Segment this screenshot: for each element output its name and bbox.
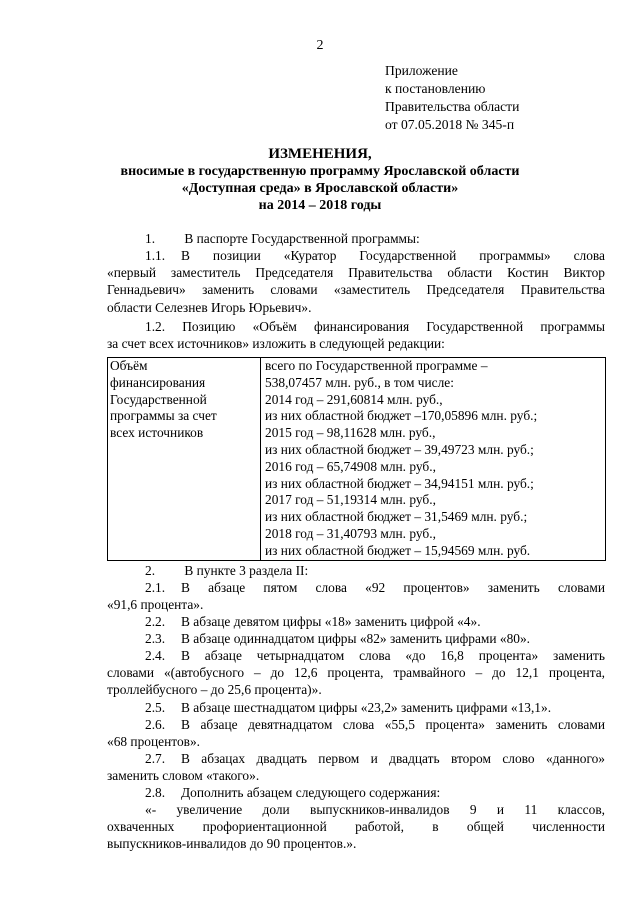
quoted-paragraph xyxy=(107,801,605,853)
label-line: Государственной xyxy=(110,391,207,407)
item-2-1 xyxy=(107,579,605,613)
value-line: из них областной бюджет –170,05896 млн. руб.; xyxy=(265,408,538,424)
item-number: 2.1. xyxy=(145,580,166,595)
label-line: финансирования xyxy=(110,374,206,390)
item-2-4 xyxy=(107,647,605,699)
table-value-cell xyxy=(261,358,606,561)
item-text: троллейбусного – до 25,6 процента)». xyxy=(107,682,322,698)
value-line: из них областной бюджет – 31,5469 млн. руб.; xyxy=(265,509,528,525)
item-text: заменить словом «такого». xyxy=(107,768,260,784)
item-number: 1.1. xyxy=(145,248,166,263)
label-line: Объём xyxy=(110,358,148,373)
page-number: 2 xyxy=(316,38,324,53)
quote-line: охваченных профориентационной работой, в общей численности xyxy=(107,819,605,835)
financing-table xyxy=(107,357,606,561)
item-text: В абзаце девятнадцатом слова «55,5 процента» заменить словами xyxy=(181,717,605,732)
item-2-2 xyxy=(107,613,605,630)
item-text: В абзаце четырнадцатом слова «до 16,8 процента» заменить xyxy=(181,648,605,663)
quote-line: «- увеличение доли выпускников-инвалидов 9 и 11 классов, xyxy=(145,802,605,817)
item-1-2 xyxy=(107,318,605,352)
value-line: 538,07457 млн. руб., в том числе: xyxy=(265,374,454,390)
item-number: 2.5. xyxy=(145,700,166,715)
item-2-3 xyxy=(107,630,605,647)
item-text: за счет всех источников» изложить в следующей редакции: xyxy=(107,336,445,352)
item-text: В абзаце одиннадцатом цифры «82» заменить цифрами «80». xyxy=(181,631,531,646)
value-line: 2015 год – 98,11628 млн. руб., xyxy=(265,425,436,441)
value-line: из них областной бюджет – 34,94151 млн. руб.; xyxy=(265,475,534,491)
item-text: В паспорте Государственной программы: xyxy=(184,231,420,246)
item-number: 2.8. xyxy=(145,785,166,800)
item-text: словами «(автобусного – до 12,6 процента, трамвайного – до 12,1 процента, xyxy=(107,665,605,681)
item-text: В абзаце шестнадцатом цифры «23,2» заменить цифрами «13,1». xyxy=(181,700,552,715)
value-line: 2018 год – 31,40793 млн. руб., xyxy=(265,525,436,541)
label-line: всех источников xyxy=(110,425,204,441)
title-line: «Доступная среда» в Ярославской области» xyxy=(181,181,459,196)
item-number: 2.6. xyxy=(145,717,166,732)
appendix-line: от 07.05.2018 № 345-п xyxy=(385,117,515,132)
item-text: В абзацах двадцать первом и двадцать втором слово «данного» xyxy=(181,751,605,766)
item-number: 1. xyxy=(145,231,156,246)
item-number: 2.3. xyxy=(145,631,166,646)
item-2-6 xyxy=(107,716,605,750)
item-text: «91,6 процента». xyxy=(107,597,204,613)
table-row xyxy=(108,358,606,561)
item-text: В пункте 3 раздела II: xyxy=(184,563,309,578)
item-text: «первый заместитель Председателя Правительства области Костин Виктор xyxy=(107,265,605,281)
item-text: 1.2. Позицию «Объём финансирования Государственной программы xyxy=(145,319,605,334)
item-text: области Селезнев Игорь Юрьевич». xyxy=(107,299,312,315)
item-number: 2. xyxy=(145,563,156,578)
appendix-block xyxy=(385,62,519,134)
item-2 xyxy=(107,562,605,579)
table-label-cell xyxy=(108,358,261,561)
appendix-line: Приложение xyxy=(385,63,458,78)
item-text: Геннадьевич» заменить словами «заместитель Председателя Правительства xyxy=(107,282,605,298)
value-line: 2016 год – 65,74908 млн. руб., xyxy=(265,458,436,474)
item-2-8 xyxy=(107,784,605,801)
label-line: программы за счет xyxy=(110,408,217,424)
value-line: всего по Государственной программе – xyxy=(265,358,488,373)
value-line: 2017 год – 51,19314 млн. руб., xyxy=(265,492,436,508)
value-line: 2014 год – 291,60814 млн. руб., xyxy=(265,391,443,407)
item-number: 2.2. xyxy=(145,614,166,629)
title-heading: ИЗМЕНЕНИЯ, xyxy=(268,146,372,162)
item-text: В абзаце девятом цифры «18» заменить цифрой «4». xyxy=(181,614,481,629)
title-line: на 2014 – 2018 годы xyxy=(258,198,382,213)
item-text: «68 процентов». xyxy=(107,734,201,750)
item-1-1 xyxy=(107,247,605,316)
value-line: из них областной бюджет – 15,94569 млн. руб. xyxy=(265,542,531,558)
item-text: В абзаце пятом слова «92 процентов» заменить словами xyxy=(181,580,605,595)
item-1 xyxy=(107,230,605,247)
item-text: В позиции «Куратор Государственной программы» слова xyxy=(181,248,605,263)
item-2-5 xyxy=(107,699,605,716)
item-text: Дополнить абзацем следующего содержания: xyxy=(181,785,441,800)
appendix-line: к постановлению xyxy=(385,81,486,96)
title-line: вносимые в государственную программу Ярославской области xyxy=(120,164,520,179)
appendix-line: Правительства области xyxy=(385,99,520,114)
item-number: 2.4. xyxy=(145,648,166,663)
item-number: 2.7. xyxy=(145,751,166,766)
item-2-7 xyxy=(107,750,605,784)
quote-line: выпускников-инвалидов до 90 процентов.». xyxy=(107,836,357,852)
value-line: из них областной бюджет – 39,49723 млн. руб.; xyxy=(265,441,534,457)
document-title xyxy=(0,146,640,214)
